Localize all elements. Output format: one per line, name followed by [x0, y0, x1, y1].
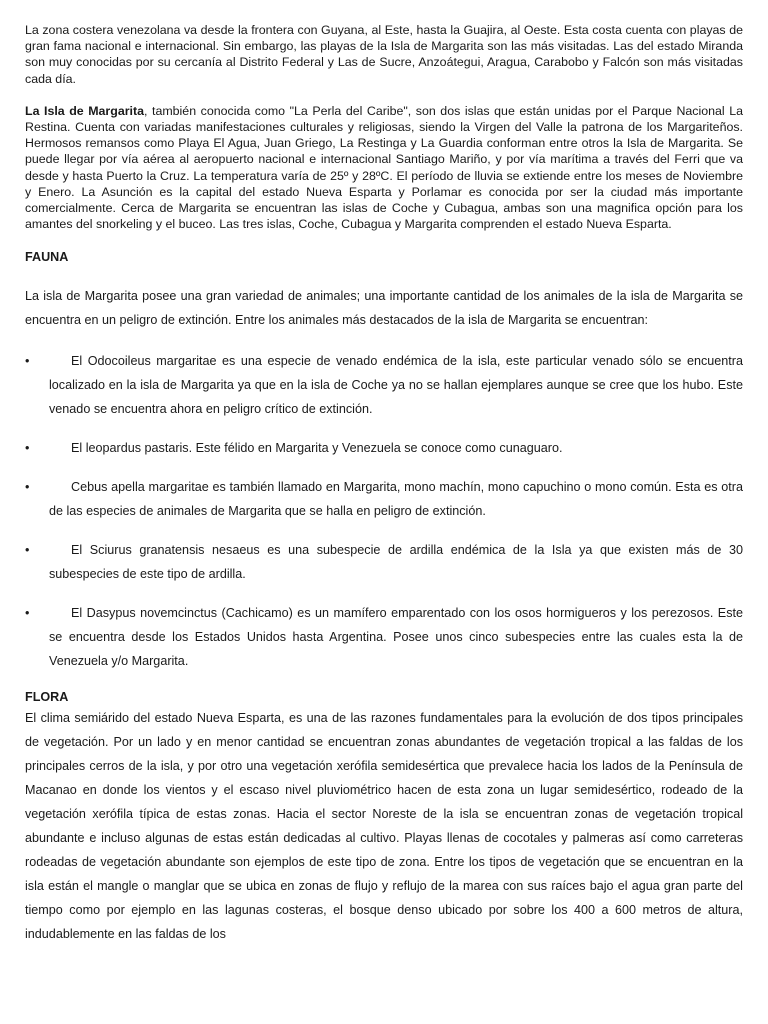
- flora-heading: FLORA: [25, 690, 69, 705]
- flora-paragraph: El clima semiárido del estado Nueva Esparta, es una de las razones fundamentales para la evolución de dos tipos principales de vegetación. Por un lado y en menor cantidad se encuentran zonas abundantes de vegetación tropical a las faldas de los principales cerros de la isla, y por otro una vegetación xerófila semidesértica que prevalece hacia los lados de la Península de Macanao en donde los vientos y el escaso nivel pluviométrico hacen de esta zona un lugar semidesértico, rodeado de la vegetación xerófila típica de estas zonas. Hacia el sector Noreste de la isla se encuentran zonas de vegetación tropical abundante e incluso algunas de estas están dedicadas al cultivo. Playas llenas de cocotales y palmeras así como carreteras rodeadas de vegetación abundante son ejemplos de este tipo de zona. Entre los tipos de vegetación que se encuentran en la isla están el mangle o manglar que se ubica en zonas de flujo y reflujo de la marea con sus raíces bajo el agua gran parte del tiempo como por ejemplo en las lagunas costeras, el bosque denso ubicado por sobre los 400 a 600 metros de altura, indudablemente en las faldas de los: [25, 711, 743, 942]
- list-item-text: El Dasypus novemcinctus (Cachicamo) es un mamífero emparentado con los osos hormigueros y los perezosos. Este se encuentra desde los Estados Unidos hasta Argentina. Posee unos cinco subespecies entre las cuales esta la de Venezuela y/o Margarita.: [49, 606, 743, 669]
- list-item: [25, 436, 743, 460]
- document-page: [25, 22, 743, 946]
- list-item: [25, 475, 743, 523]
- fauna-intro-paragraph: La isla de Margarita posee una gran variedad de animales; una importante cantidad de los animales de la isla de Margarita se encuentra en un peligro de extinción. Entre los animales más destacados de la isla de Margarita se encuentran:: [25, 289, 743, 328]
- list-item: [25, 538, 743, 586]
- margarita-text: , también conocida como "La Perla del Caribe", son dos islas que están unidas por el Parque Nacional La Restina. Cuenta con variadas manifestaciones culturales y religiosas, siendo la Virgen del Valle la patrona de los Margariteños. Hermosos remansos como Playa El Agua, Juan Griego, La Restinga y La Guardia conforman entre otros la Isla de Margarita. Se puede llegar por vía aérea al aeropuerto nacional e internacional Santiago Mariño, y por vía marítima a través del Ferri que va desde y hasta Puerto la Cruz. La temperatura varía de 25º y 28ºC. El período de lluvia se extiende entre los meses de Noviembre y Enero. La Asunción es la capital del estado Nueva Esparta y Porlamar es conocida por ser la ciudad más importante comercialmente. Cerca de Margarita se encuentran las islas de Coche y Cubagua, ambas son una magnifica opción para los amantes del snorkeling y el buceo. Las tres islas, Coche, Cubagua y Margarita comprenden el estado Nueva Esparta.: [25, 103, 743, 232]
- bullet-icon: •: [25, 480, 30, 495]
- margarita-paragraph: [25, 103, 743, 233]
- intro-paragraph: La zona costera venezolana va desde la frontera con Guyana, al Este, hasta la Guajira, al Oeste. Esta costa cuenta con playas de gran fama nacional e internacional. Sin embargo, las playas de la Isla de Margarita son las más visitadas. Las del estado Miranda son muy conocidas por su cercanía al Distrito Federal y Las de Sucre, Anzoátegui, Aragua, Carabobo y Falcón son más visitadas cada día.: [25, 23, 743, 86]
- margarita-title: La Isla de Margarita: [25, 103, 145, 118]
- list-item: [25, 349, 743, 421]
- bullet-icon: •: [25, 354, 30, 369]
- fauna-heading: FAUNA: [25, 250, 69, 265]
- list-item-text: Cebus apella margaritae es también llamado en Margarita, mono machín, mono capuchino o mono común. Esta es otra de las especies de animales de Margarita que se halla en peligro de extinción.: [49, 480, 743, 519]
- bullet-icon: •: [25, 543, 30, 558]
- bullet-icon: •: [25, 606, 30, 621]
- list-item-text: El Odocoileus margaritae es una especie de venado endémica de la isla, este particular venado sólo se encuentra localizado en la isla de Margarita ya que en la isla de Coche ya no se hallan ejemplares aunque se cree que los hubo. Este venado se encuentra ahora en peligro crítico de extinción.: [49, 354, 743, 417]
- fauna-list: [25, 349, 743, 673]
- list-item: [25, 601, 743, 673]
- bullet-icon: •: [25, 441, 30, 456]
- list-item-text: El leopardus pastaris. Este félido en Margarita y Venezuela se conoce como cunaguaro.: [71, 441, 563, 456]
- list-item-text: El Sciurus granatensis nesaeus es una subespecie de ardilla endémica de la Isla ya que existen más de 30 subespecies de este tipo de ardilla.: [49, 543, 743, 582]
